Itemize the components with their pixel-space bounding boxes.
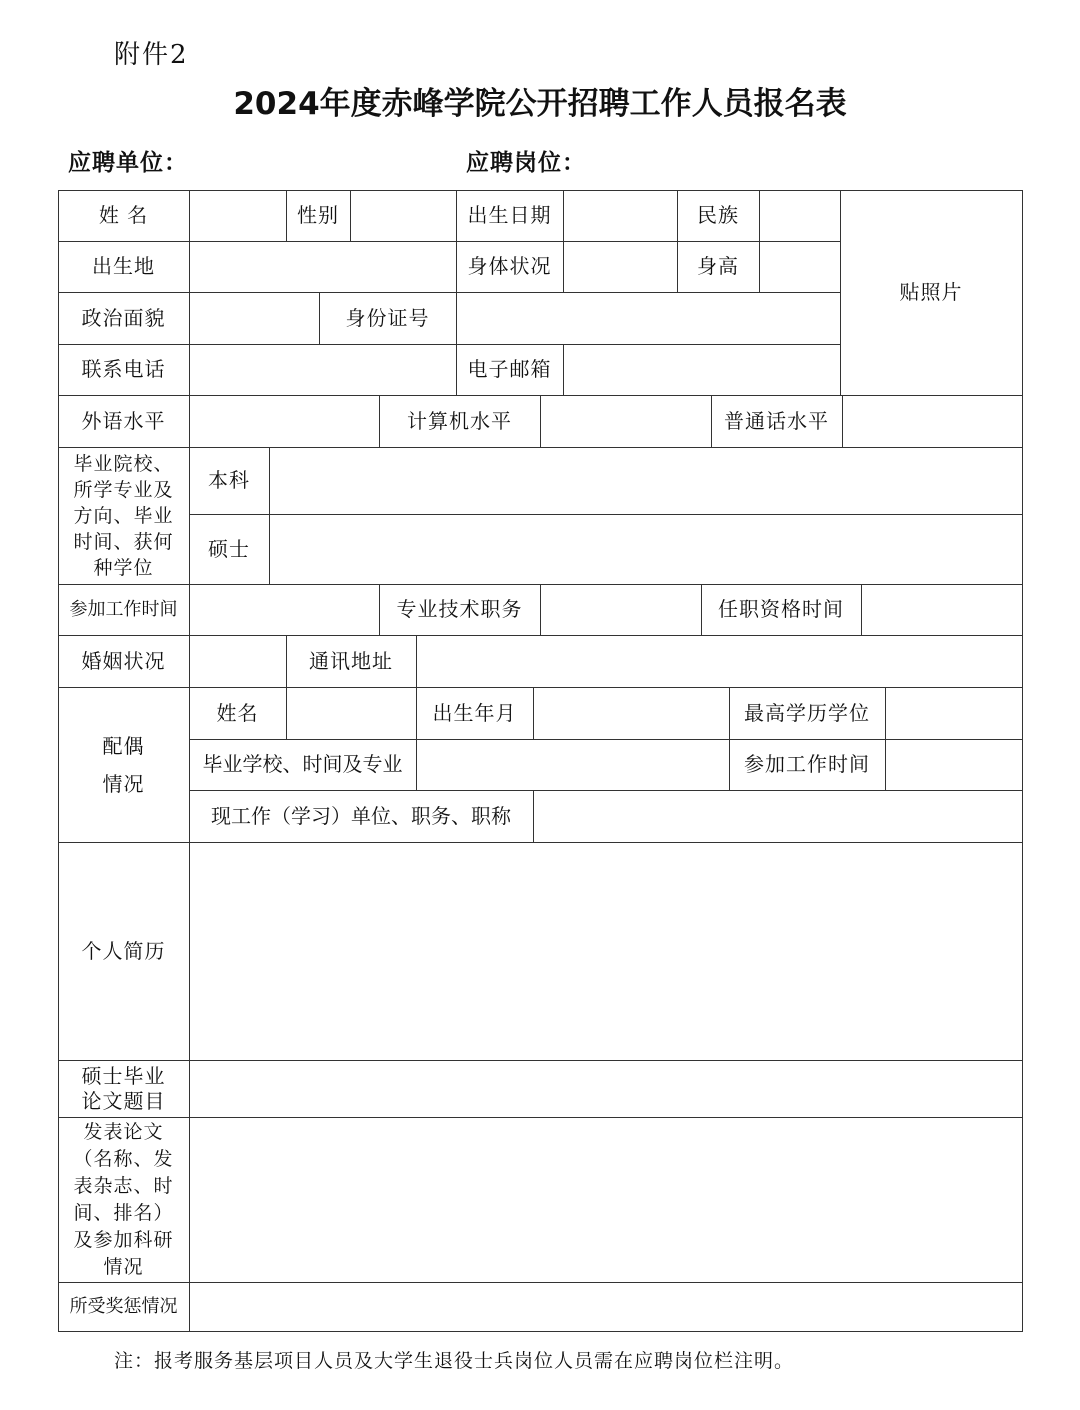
- work-start-field[interactable]: [190, 585, 379, 635]
- marital-status-field[interactable]: [190, 636, 286, 687]
- label-foreign-language: 外语水平: [81, 408, 166, 433]
- label-spouse-degree: 最高学历学位: [744, 700, 870, 725]
- mandarin-level-field[interactable]: [843, 396, 1022, 447]
- label-spouse-group: 配偶 情况: [102, 733, 145, 796]
- label-bachelor: 本科: [208, 468, 250, 492]
- name-field[interactable]: [190, 191, 286, 241]
- height-field[interactable]: [760, 242, 840, 292]
- label-mandarin-level: 普通话水平: [724, 408, 829, 433]
- ethnicity-field[interactable]: [760, 191, 840, 241]
- spouse-current-field[interactable]: [534, 791, 1022, 842]
- label-resume: 个人简历: [81, 938, 166, 963]
- label-work-start: 参加工作时间: [69, 599, 178, 620]
- master-field[interactable]: [270, 515, 1022, 584]
- foreign-language-field[interactable]: [190, 396, 379, 447]
- label-gender: 性别: [297, 203, 339, 227]
- political-status-field[interactable]: [190, 293, 319, 344]
- qualification-time-field[interactable]: [862, 585, 1022, 635]
- professional-title-field[interactable]: [541, 585, 701, 635]
- spouse-school-field[interactable]: [417, 740, 729, 790]
- birth-date-field[interactable]: [564, 191, 677, 241]
- id-number-field[interactable]: [457, 293, 840, 344]
- label-thesis: 硕士毕业 论文题目: [81, 1063, 166, 1113]
- spouse-name-field[interactable]: [287, 688, 416, 739]
- label-spouse-birth: 出生年月: [432, 700, 517, 725]
- email-field[interactable]: [564, 345, 840, 395]
- publications-field[interactable]: [190, 1118, 1022, 1282]
- label-spouse-work-start: 参加工作时间: [744, 752, 870, 776]
- computer-level-field[interactable]: [541, 396, 711, 447]
- label-name: 姓 名: [98, 203, 149, 227]
- awards-field[interactable]: [190, 1283, 1022, 1331]
- spouse-work-start-field[interactable]: [886, 740, 1022, 790]
- label-education-group: 毕业院校、 所学专业及 方向、毕业 时间、获何 种学位: [73, 452, 174, 579]
- form-title: 2024年度赤峰学院公开招聘工作人员报名表: [233, 86, 847, 122]
- label-professional-title: 专业技术职务: [396, 597, 523, 621]
- label-id-number: 身份证号: [345, 305, 430, 330]
- label-marital-status: 婚姻状况: [81, 648, 166, 673]
- label-address: 通讯地址: [309, 648, 393, 673]
- attachment-label: 附件2: [114, 40, 189, 70]
- label-spouse-school: 毕业学校、时间及专业: [202, 752, 403, 776]
- photo-placeholder: 贴照片: [899, 280, 963, 304]
- label-qualification-time: 任职资格时间: [718, 597, 844, 621]
- gender-field[interactable]: [351, 191, 456, 241]
- label-email: 电子邮箱: [467, 357, 552, 381]
- label-political-status: 政治面貌: [81, 305, 166, 330]
- label-phone: 联系电话: [81, 357, 166, 381]
- bachelor-field[interactable]: [270, 448, 1022, 514]
- applied-unit-label: 应聘单位：: [68, 149, 188, 176]
- label-health: 身体状况: [467, 254, 552, 278]
- label-publications: 发表论文 （名称、发 表杂志、时 间、排名） 及参加科研 情况: [73, 1120, 174, 1278]
- resume-field[interactable]: [190, 843, 1022, 1060]
- footnote: 注：报考服务基层项目人员及大学生退役士兵岗位人员需在应聘岗位栏注明。: [114, 1350, 795, 1372]
- label-master: 硕士: [208, 536, 250, 561]
- label-spouse-name: 姓名: [216, 700, 259, 725]
- address-field[interactable]: [417, 636, 1022, 687]
- label-computer-level: 计算机水平: [407, 408, 512, 433]
- thesis-field[interactable]: [190, 1061, 1022, 1117]
- health-field[interactable]: [564, 242, 677, 292]
- spouse-birth-field[interactable]: [534, 688, 729, 739]
- label-ethnicity: 民族: [697, 203, 739, 227]
- label-birthplace: 出生地: [92, 254, 155, 278]
- phone-field[interactable]: [190, 345, 456, 395]
- applied-position-label: 应聘岗位：: [466, 149, 586, 176]
- birthplace-field[interactable]: [190, 242, 456, 292]
- label-spouse-current: 现工作（学习）单位、职务、职称: [211, 803, 511, 828]
- label-height: 身高: [697, 254, 739, 278]
- spouse-degree-field[interactable]: [886, 688, 1022, 739]
- label-birth-date: 出生日期: [467, 203, 552, 227]
- label-awards: 所受奖惩情况: [69, 1296, 178, 1317]
